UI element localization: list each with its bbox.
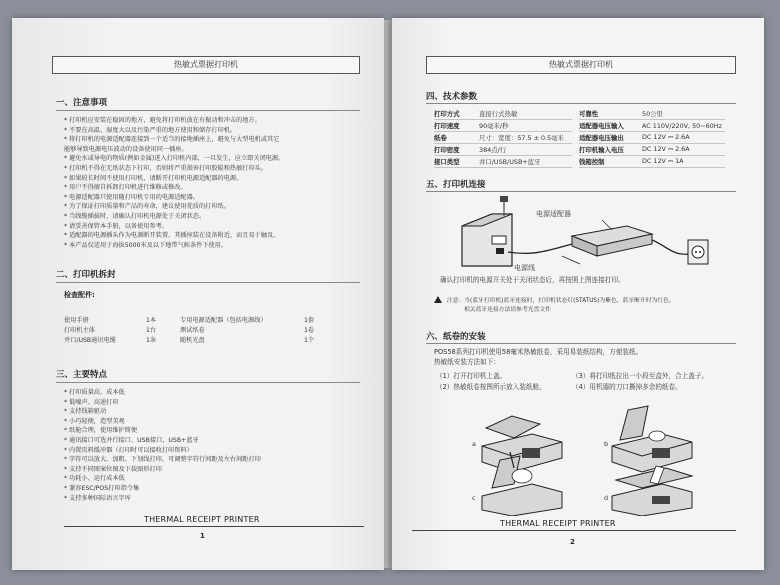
section-divider xyxy=(56,110,360,111)
precaution-item: * 当线缆插拔时，请确认打印机电源处于关闭状态。 xyxy=(64,212,206,220)
features-title: 三、主要特点 xyxy=(56,370,108,380)
features-list xyxy=(64,388,261,503)
parts-row xyxy=(64,324,328,334)
spec-cell: 打印密度 xyxy=(434,144,479,156)
feature-item: * 支持多种国际语言字库 xyxy=(64,494,131,502)
precaution-item: 能够导致电源电压波动的设备使用同一插座。 xyxy=(64,145,188,153)
spec-cell: 384点/行 xyxy=(479,144,572,156)
connection-diagram xyxy=(452,196,712,274)
feature-item: * 内置页料缓冲器（打印时可以接收打印资料） xyxy=(64,446,193,454)
spec-cell: 纸卷 xyxy=(434,132,479,144)
unpacking-title: 二、打印机拆封 xyxy=(56,270,116,280)
connection-title: 五、打印机连接 xyxy=(426,180,486,190)
parts-cell: 随机光盘 xyxy=(180,336,205,344)
spec-cell xyxy=(572,144,579,156)
spec-row xyxy=(434,120,725,132)
step-1: （1）打开打印机上盖。 xyxy=(436,372,507,380)
spec-cell: DC 12V ⎓ 2.6A xyxy=(642,132,725,144)
precaution-item: * 适配器的电源插头作为电源断开装置，其插座装在设备附近，而且易于触及。 xyxy=(64,232,280,240)
spec-row xyxy=(434,132,725,144)
right-page xyxy=(392,18,764,570)
bluetooth-note xyxy=(434,296,675,315)
section-divider xyxy=(426,191,736,192)
connection-caption: 确认打印机的电源开关处于关闭状态后，再按照上图连接打印。 xyxy=(440,276,625,284)
parts-row xyxy=(64,334,328,344)
footer-rule xyxy=(412,530,736,531)
paper-install-intro: POS58系列打印机使用58毫米热敏纸卷，采用易装纸结构，方便装纸。 xyxy=(434,348,643,356)
section-divider xyxy=(56,282,360,283)
precaution-item: * 打印机应安装在稳固的地方，避免将打印机放在有振动和冲击的地方。 xyxy=(64,117,261,124)
spec-cell: 50公里 xyxy=(642,108,725,120)
spec-cell xyxy=(572,156,579,168)
warning-icon xyxy=(434,296,442,303)
feature-item: * 支持不同图案位图及下载图形打印 xyxy=(64,465,162,473)
spec-cell xyxy=(572,120,579,132)
spec-cell: AC 110V/220V, 50~60Hz xyxy=(642,120,725,132)
adapter-label: 电源适配器 xyxy=(536,210,571,218)
specs-title: 四、技术参数 xyxy=(426,92,478,102)
printer-illustration-b xyxy=(612,406,692,472)
section-divider xyxy=(426,343,736,344)
paper-install-intro2: 热敏纸安装方法如下： xyxy=(434,358,500,366)
power-adapter-illustration xyxy=(572,226,652,256)
left-page xyxy=(12,18,384,570)
spec-cell: 90毫米/秒 xyxy=(479,120,572,132)
parts-check-title: 检查配件: xyxy=(64,291,95,299)
parts-row xyxy=(64,314,328,324)
step-3: （3）将打印纸拉出一小段至盒外，合上盖子。 xyxy=(572,372,709,380)
feature-item: * 支持钱箱驱动 xyxy=(64,408,107,416)
spec-cell: 并口/USB/USB+蓝牙 xyxy=(479,156,572,168)
precaution-item: * 避免水或导电的物质(例如金属)进入打印机内部，一旦发生，应立即关闭电源。 xyxy=(64,155,285,163)
spec-cell: 尺寸：宽度：57.5 ± 0.5毫米 xyxy=(479,132,572,144)
parts-cell: 打印机主体 xyxy=(64,326,95,334)
right-page-header: 热敏式票据打印机 xyxy=(426,56,736,74)
feature-item: * 打印质量高，成本低 xyxy=(64,389,125,396)
parts-cell: 1台 xyxy=(146,326,157,334)
spec-cell: DC 12V ⎓ 1A xyxy=(642,156,725,168)
spec-cell: 适配器电压输入 xyxy=(579,120,642,132)
precautions-list xyxy=(64,116,284,250)
spec-cell: 打印方式 xyxy=(434,108,479,120)
printer-illustration-a xyxy=(482,416,562,472)
section-divider xyxy=(426,103,736,104)
wall-outlet-illustration xyxy=(688,240,708,264)
power-cord-line xyxy=(652,240,690,254)
precaution-item: * 将打印机的电源适配器连接到一个适当的接地插座上，避免与大型电机或其它 xyxy=(64,136,280,144)
feature-item: * 低噪声、高速打印 xyxy=(64,398,119,406)
spec-cell: 打印机输入电压 xyxy=(579,144,642,156)
paper-install-title: 六、纸卷的安装 xyxy=(426,332,486,342)
feature-item: * 纸舱合理，使用维护简便 xyxy=(64,427,138,435)
printer-illustration-d xyxy=(612,466,692,516)
bluetooth-note-line2: 相关蓝牙连接方法请参考光盘文件 xyxy=(464,307,551,313)
feature-item: * 兼容ESC/POS打印指令集 xyxy=(64,484,140,492)
footer-rule xyxy=(64,526,364,527)
figure-label-a: a xyxy=(472,440,476,448)
parts-cell: 专用电源适配器（包括电源线） xyxy=(180,316,267,324)
precaution-item: * 为了保证打印质量和产品的寿命，建议使用优质的打印纸。 xyxy=(64,203,230,211)
parts-cell: 测试纸卷 xyxy=(180,326,205,334)
feature-item: * 功耗小、运行成本低 xyxy=(64,475,125,483)
parts-cell: 使用手册 xyxy=(64,316,89,324)
parts-cell: 1卷 xyxy=(304,326,315,334)
paper-install-figures xyxy=(452,396,722,516)
parts-cell: 1个 xyxy=(304,336,315,344)
section-divider xyxy=(56,382,360,383)
spec-row xyxy=(434,108,725,120)
spec-cell: DC 12V ⎓ 2.6A xyxy=(642,144,725,156)
right-footer: THERMAL RECEIPT PRINTER xyxy=(500,519,616,528)
printer-back-illustration xyxy=(462,196,512,266)
specs-table xyxy=(434,108,725,168)
spec-cell: 钱箱控制 xyxy=(579,156,642,168)
figure-label-c: c xyxy=(472,494,476,502)
parts-cell: 1本 xyxy=(146,316,157,324)
parts-cell: 1套 xyxy=(304,316,315,324)
precaution-item: * 电源适配器只使用随打印机专用的电源适配器。 xyxy=(64,193,199,201)
bluetooth-note-line1: 注意：当(蓝牙打印机)蓝牙连接时，打印机状态灯(STATUS)为紫色，蓝牙断开时为红色。 xyxy=(446,298,675,304)
precaution-item: * 请妥善保管本手册，以备使用参考。 xyxy=(64,222,169,230)
parts-table xyxy=(64,314,328,344)
feature-item: * 小巧轻便，造型美观 xyxy=(64,417,125,425)
right-page-number: 2 xyxy=(570,538,575,546)
dc-cable-line xyxy=(508,244,572,253)
precaution-item: * 打印机不得在无纸状态下打印，否则将严重损害打印胶辊和热敏打印头。 xyxy=(64,164,268,172)
precaution-item: * 如果较长时间不使用打印机，请断开打印机电源适配器的电源。 xyxy=(64,174,243,182)
cable-label: 电源线 xyxy=(514,264,535,272)
left-page-number: 1 xyxy=(200,532,205,540)
feature-item: * 通讯接口可选并行接口、USB接口、USB+蓝牙 xyxy=(64,436,199,444)
spec-row xyxy=(434,156,725,168)
spec-cell xyxy=(572,108,579,120)
left-page-header: 热敏式票据打印机 xyxy=(52,56,360,74)
spec-cell: 打印速度 xyxy=(434,120,479,132)
spec-row xyxy=(434,144,725,156)
precaution-item: * 用户不得擅自拆卸打印机进行维修或修改。 xyxy=(64,184,187,192)
precautions-title: 一、注意事项 xyxy=(56,98,108,108)
figure-label-d: d xyxy=(604,494,609,502)
parts-cell: 1条 xyxy=(146,336,157,344)
precaution-item: * 本产品仅适用于海拔5000米及以下地带气候条件下使用。 xyxy=(64,241,228,249)
spec-cell: 可靠性 xyxy=(579,108,642,120)
left-footer: THERMAL RECEIPT PRINTER xyxy=(144,515,260,524)
spec-cell xyxy=(572,132,579,144)
spec-cell: 适配器电压输出 xyxy=(579,132,642,144)
precaution-item: * 不要在高温、湿度大以及污染严重的地方使用和储存打印机。 xyxy=(64,126,237,134)
spec-cell: 接口类型 xyxy=(434,156,479,168)
feature-item: * 字符可以放大、加粗、下划线打印，可调整字符行间距及左右间距打印 xyxy=(64,456,261,464)
step-2: （2）热敏纸卷按图所示放入装纸舱。 xyxy=(436,383,546,391)
figure-label-b: b xyxy=(604,440,609,448)
step-4: （4）用机器的刀口撕掉多余的纸卷。 xyxy=(572,383,682,391)
spec-cell: 直接行式热敏 xyxy=(479,108,572,120)
parts-cell: 并口/USB通讯电缆 xyxy=(64,336,116,344)
